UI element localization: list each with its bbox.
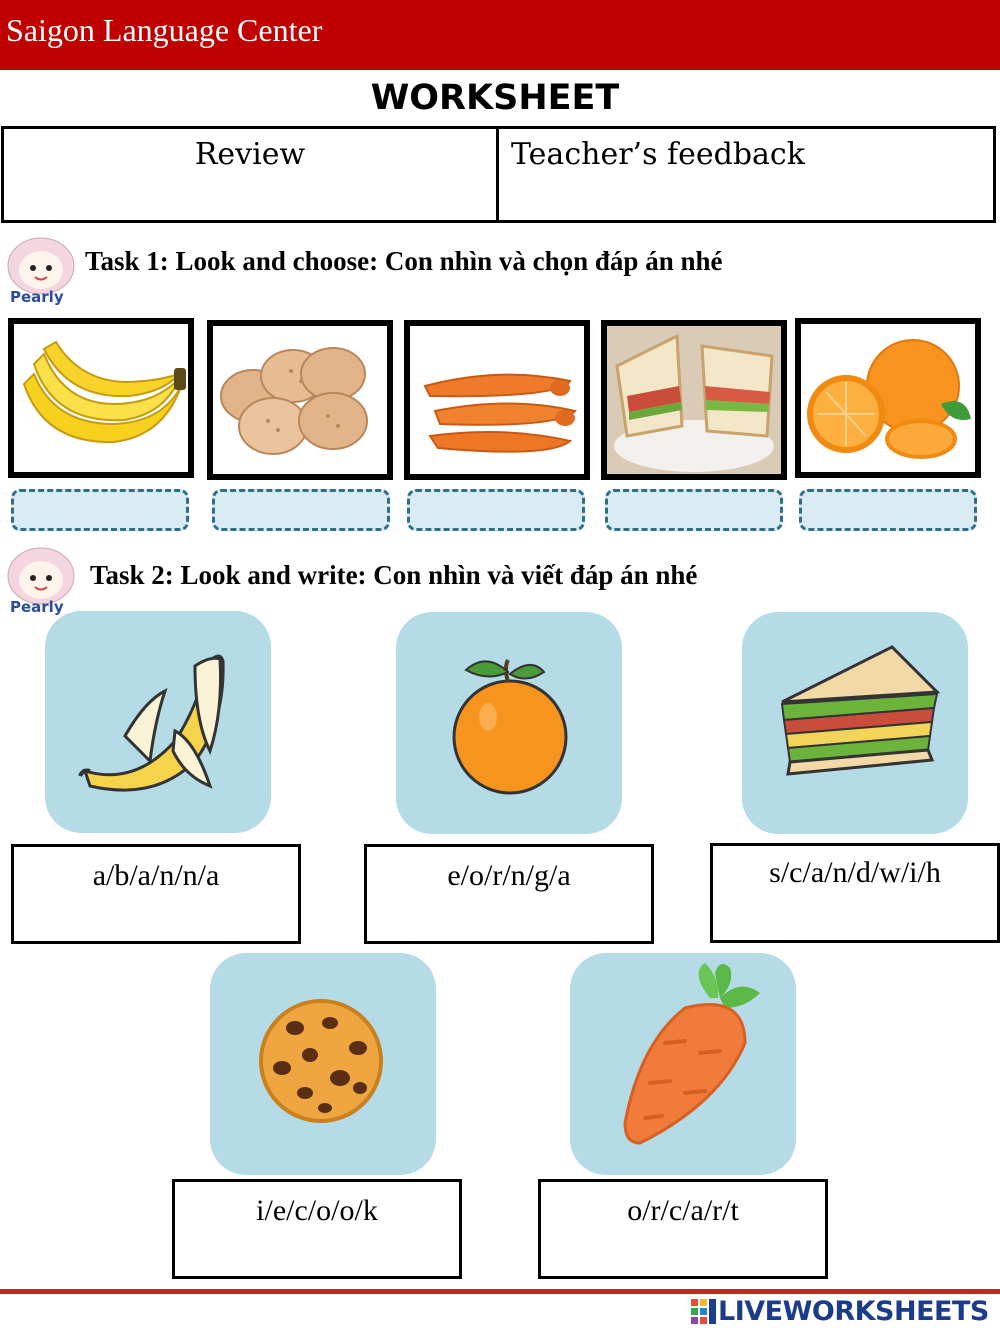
- sandwich-photo: [601, 320, 787, 480]
- liveworksheets-logo-icon: [690, 1297, 718, 1325]
- pearly-mascot-icon: [4, 236, 78, 306]
- carrot-icon: [570, 953, 796, 1175]
- sandwich-icon: [742, 612, 968, 834]
- review-table: [1, 126, 996, 223]
- scramble-box-4[interactable]: i/e/c/o/o/k: [172, 1179, 462, 1279]
- banana-icon: [45, 611, 271, 833]
- answer-box-1[interactable]: [11, 489, 189, 531]
- svg-text:Pearly: Pearly: [10, 598, 64, 616]
- answer-box-2[interactable]: [212, 489, 390, 531]
- task2-heading: Task 2: Look and write: Con nhìn và viết đáp án nhé: [90, 560, 698, 590]
- worksheet-title: WORKSHEET: [370, 78, 620, 118]
- orange-photo: [795, 318, 981, 478]
- banana-photo: [8, 318, 194, 478]
- cookie-icon: [210, 953, 436, 1175]
- biscuits-photo: [207, 320, 393, 480]
- review-cell: Review: [4, 129, 499, 220]
- header-bar: [0, 0, 1000, 70]
- orange-icon: [396, 612, 622, 834]
- answer-box-4[interactable]: [605, 489, 783, 531]
- answer-box-3[interactable]: [407, 489, 585, 531]
- pearly-mascot-icon: [4, 546, 78, 616]
- carrots-photo: [404, 320, 590, 480]
- footer-divider: [0, 1289, 1000, 1294]
- answer-box-5[interactable]: [799, 489, 977, 531]
- svg-text:Pearly: Pearly: [10, 288, 64, 306]
- task1-heading: Task 1: Look and choose: Con nhìn và chọn đáp án nhé: [85, 246, 723, 276]
- scramble-box-2[interactable]: e/o/r/n/g/a: [364, 844, 654, 944]
- scramble-box-3[interactable]: s/c/a/n/d/w/i/h: [710, 843, 1000, 943]
- teacher-feedback-cell: Teacher’s feedback: [511, 137, 805, 172]
- liveworksheets-logo[interactable]: [690, 1296, 995, 1326]
- scramble-box-5[interactable]: o/r/c/a/r/t: [538, 1179, 828, 1279]
- liveworksheets-brand: LIVEWORKSHEETS: [718, 1295, 989, 1327]
- school-name: Saigon Language Center: [6, 12, 323, 48]
- scramble-box-1[interactable]: a/b/a/n/n/a: [11, 844, 301, 944]
